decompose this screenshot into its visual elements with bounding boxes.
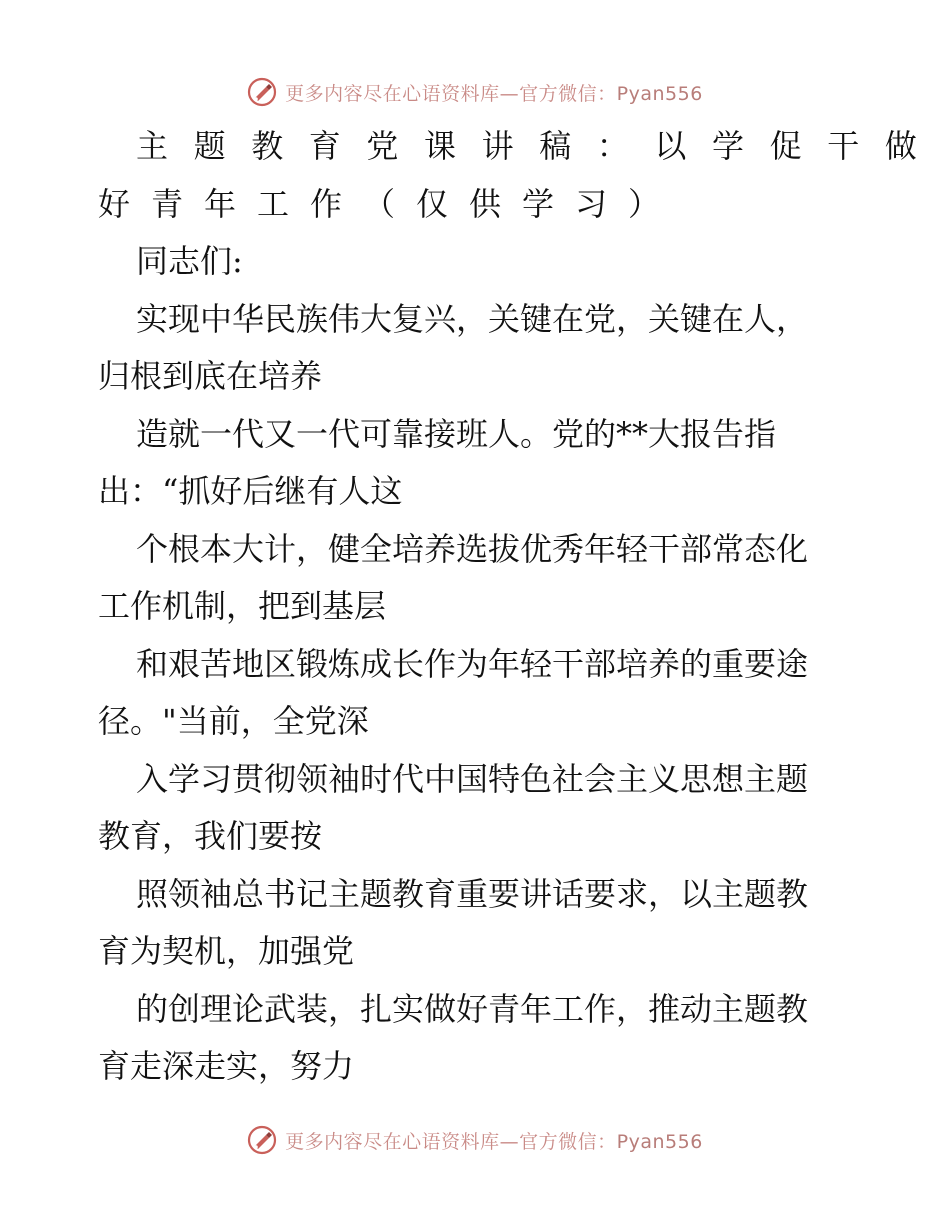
paragraph-line: 径。"当前，全党深 [98,702,369,740]
watermark-text: 更多内容尽在心语资料库—官方微信：Pyan556 [285,82,703,105]
paragraph-line: 的创理论武装，扎实做好青年工作，推动主题教 [136,989,809,1028]
paragraph-line: 出：“抓好后继有人这 [98,472,403,510]
title-line-1: 主题教育党课讲稿：以学促干做 [136,127,943,165]
pen-logo-icon [247,77,277,107]
paragraph-line: 和艰苦地区锻炼成长作为年轻干部培养的重要途 [136,644,809,683]
paragraph-line: 工作机制，把到基层 [98,587,387,625]
paragraph-line: 育为契机，加强党 [98,932,355,970]
pen-logo-icon [247,1125,277,1155]
paragraph-line: 入学习贯彻领袖时代中国特色社会主义思想主题 [136,759,809,798]
document-body [98,118,943,1096]
paragraph-line: 造就一代又一代可靠接班人。党的**大报告指 [136,414,777,453]
header-watermark [0,72,950,112]
title-line-2: 好青年工作（仅供学习） [98,184,682,223]
paragraph-line: 归根到底在培养 [98,357,323,395]
paragraph-line: 个根本大计，健全培养选拔优秀年轻干部常态化 [136,529,809,568]
paragraph-line: 教育，我们要按 [98,817,323,855]
paragraph-line: 照领袖总书记主题教育重要讲话要求，以主题教 [136,874,809,913]
footer-watermark [0,1120,950,1160]
paragraph-line: 实现中华民族伟大复兴，关键在党，关键在人， [136,299,809,338]
paragraph-line: 育走深走实，努力 [98,1047,355,1085]
watermark-text: 更多内容尽在心语资料库—官方微信：Pyan556 [285,1130,703,1153]
greeting: 同志们: [136,242,243,280]
